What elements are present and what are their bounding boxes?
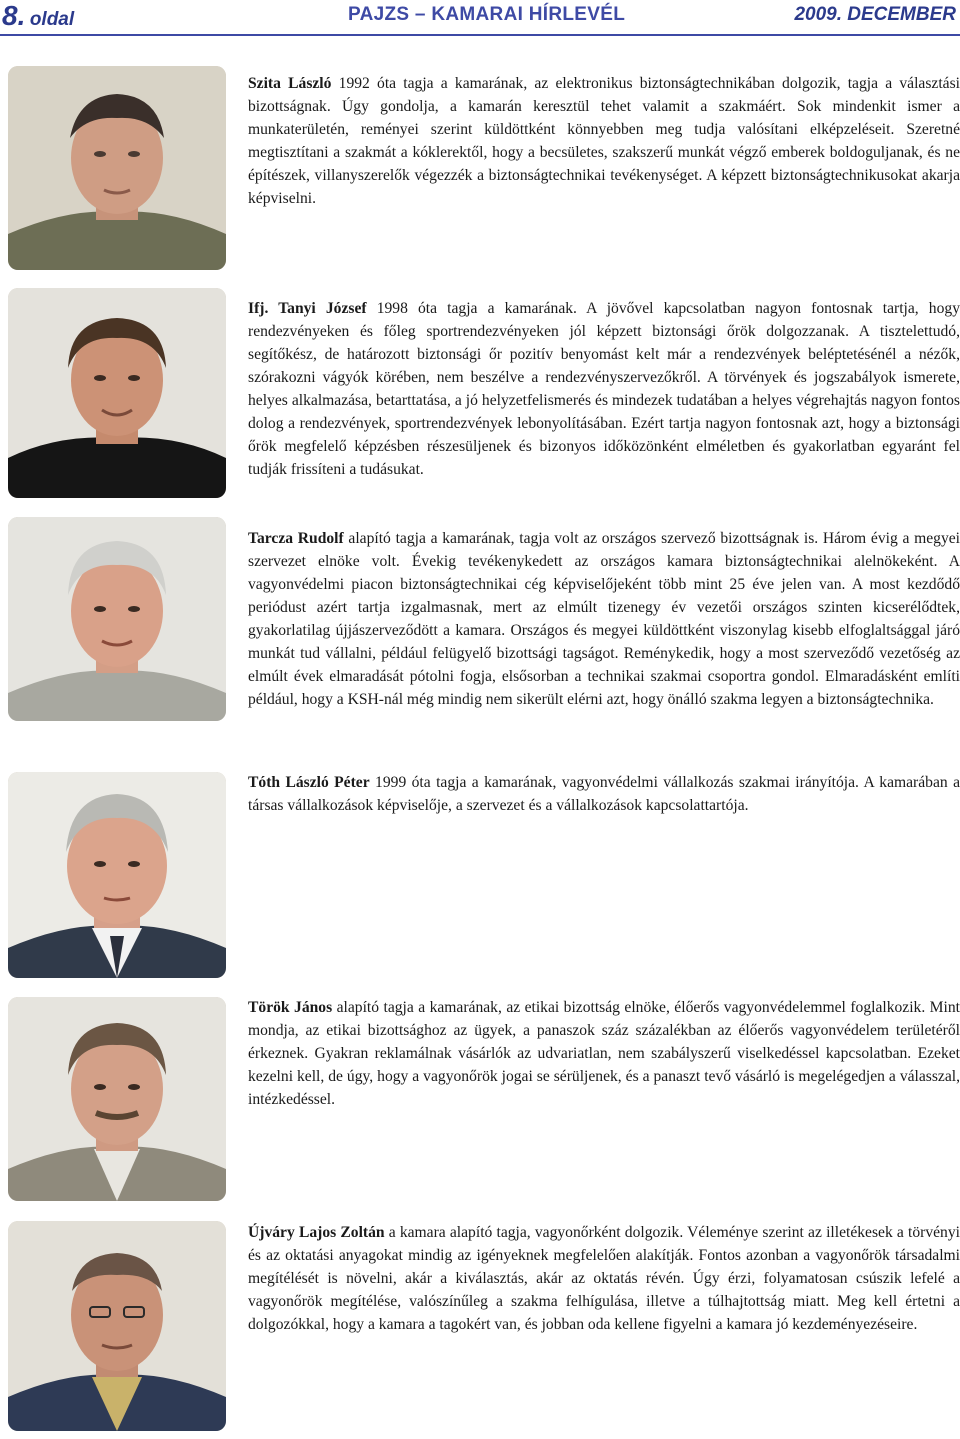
member-entry — [248, 771, 960, 817]
publication-title: PAJZS – KAMARAI HÍRLEVÉL — [348, 4, 626, 25]
member-entry — [248, 72, 960, 210]
page-number-value: 8. — [2, 0, 26, 31]
portrait-photo — [8, 772, 226, 978]
member-name: Tarcza Rudolf — [248, 530, 344, 547]
page-number-word: oldal — [29, 9, 75, 30]
portrait-photo — [8, 288, 226, 498]
member-name: Ifj. Tanyi József — [248, 300, 367, 317]
member-description: alapító tagja a kamarának, tagja volt az országos szervező bizottságnak is. Három évig a megyei szervezet elnöke volt. Évekig tevékenykedett az országos kamara biztonságtechnikai alelnökeként. A vagyonvédelmi piacon biztonságtechnikai cég képviselőjeként több mint 25 éve jelen van. A most kezdődő periódust azért tartja izgalmasnak, mert az elmúlt tizenegy év vezetői országos szinten kicserélődtek, gyakorlatilag újjászerveződött a kamara. Országos és megyei küldöttként viszonylag kisebb elfoglaltsággal járó munkát tud vállalni, például felügyelő bizottsági tagságot. Reménykedik, hogy a most szerveződő vezetőség az elmúlt évek elmaradását pótolni fogja, elsősorban a technikai szakmai csoportra gondol. Elmaradásként említi például, hogy a KSH-nál még mindig nem sikerült elérni azt, hogy önálló szakma legyen a biztonságtechnika. — [248, 530, 960, 708]
portrait-photo — [8, 1221, 226, 1431]
member-name: Szita László — [248, 75, 332, 92]
member-entry — [248, 1221, 960, 1336]
member-entry — [248, 996, 960, 1111]
member-description: 1999 óta tagja a kamarának, vagyonvédelmi vállalkozás szakmai irányítója. A kamarában a társas vállalkozások képviselője, a szervezet és a vállalkozások kapcsolattartója. — [248, 774, 960, 814]
member-description: alapító tagja a kamarának, az etikai bizottság elnöke, élőerős vagyonvédelemmel foglalkozik. Mint mondja, az etikai bizottsághoz az ügyek, a panaszok száz százalékban az élőerős vagyonvédelem területéről érkeznek. Gyakran reklamálnak vásárlók az udvariatlan, nem szabályszerű viselkedéssel kapcsolatban. Ezeket kezelni kell, de úgy, hogy a vagyonőrök jogai se sérüljenek, és a panaszt tevő vásárló is megelégedjen a válasszal, intézkedéssel. — [248, 999, 960, 1108]
page-header — [0, 0, 960, 34]
member-entry — [248, 527, 960, 711]
header-rule — [0, 34, 960, 36]
issue-date: 2009. DECEMBER — [794, 4, 956, 25]
portrait-photo — [8, 997, 226, 1201]
member-entry — [248, 297, 960, 481]
member-name: Török János — [248, 999, 333, 1016]
member-description: a kamara alapító tagja, vagyonőrként dolgozik. Véleménye szerint az illetékesek a törvényi és az oktatási anyagokat mindig az igényeknek megfelelően alakítják. Fontos azonban a vagyonőrök társadalmi megítélését is növelni, akár a kiválasztás, akár az oktatás révén. Úgy érzi, folyamatosan csúszik lefelé a vagyonőrök megítélése, valószínűleg a szakma felhígulása, illetve a túlhajtottság miatt. Meg kell értetni a dolgozókkal, hogy a kamara a tagokért van, és jobban oda kellene figyelni a kamara jó kezdeményezéseire. — [248, 1224, 960, 1333]
portrait-photo — [8, 517, 226, 721]
portrait-photo — [8, 66, 226, 270]
member-name: Újváry Lajos Zoltán — [248, 1224, 385, 1241]
member-description: 1992 óta tagja a kamarának, az elektronikus biztonságtechnikában dolgozik, tagja a választási bizottságnak. Úgy gondolja, a kamarán keresztül tehet valamit a szakmáért. Sok mindenkit ismer a munkaterületén, reményei szerint küldöttként könnyebben meg tudja valósítani elképzeléseit. Szeretné megtisztítani a szakmát a kóklerektől, hogy a becsületes, szakszerű munkát végző emberek boldoguljanak, és ne építészek, villanyszerelők végezzék a biztonságtechnikai tevékenységet. A képzett biztonságtechnikusokat akarja képviselni. — [248, 75, 960, 207]
member-name: Tóth László Péter — [248, 774, 370, 791]
member-description: 1998 óta tagja a kamarának. A jövővel kapcsolatban nagyon fontosnak tartja, hogy rendezvényeken és főleg sportrendezvényeken jól képzett biztonsági őrök dolgozzanak. A tisztelettudó, segítőkész, de határozott biztonsági őr pozitív benyomást kelt már a rendezvények beléptetésénél a nézők, szórakozni vágyók körében, nem beszélve a rendezvényszervezőkről. A törvények és jogszabályok ismerete, helyes alkalmazása, betarttatása, a jó helyzetfelismerés és mindezek tudatában a helyes végrehajtás nagyon fontos dolog a rendezvények, sportrendezvények lebonyolításában. Ezért tartja nagyon fontosnak azt, hogy a biztonsági őrök megfelelő képzésben részesüljenek és bizonyos időközönként elméletben és gyakorlatban egyaránt fel tudják frissíteni a tudásukat. — [248, 300, 960, 478]
page-number — [2, 0, 74, 32]
